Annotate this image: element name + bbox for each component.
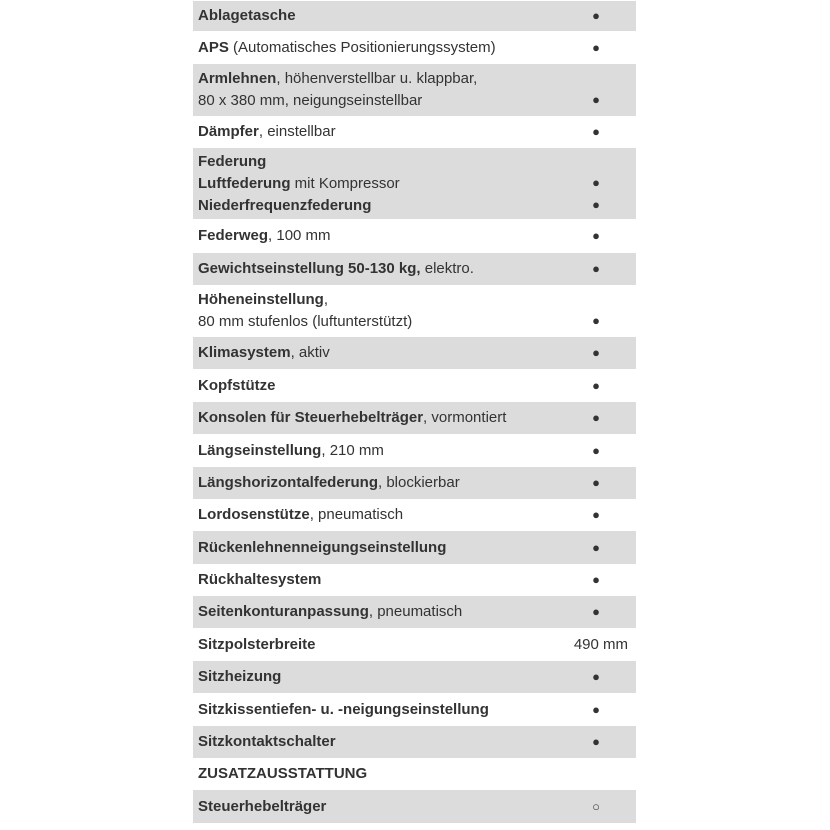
table-row [193,596,636,628]
row-label [198,289,564,333]
row-label [198,504,564,526]
table-row [193,219,636,253]
bullet-icon: ● [592,701,600,717]
feature-name: APS [198,38,229,56]
feature-detail: , pneumatisch [368,603,463,620]
feature-name: Sitzkontaktschalter [198,733,336,750]
feature-name: Höheneinstellung [198,291,324,308]
table-row [193,369,636,402]
feature-detail: , vormontiert [423,409,507,426]
row-label [198,601,564,623]
feature-name: Luftfederung [198,174,291,192]
feature-name: Niederfrequenzfederung [198,196,372,214]
feature-detail: , einstellbar [258,123,336,140]
bullet-icon: ● [592,572,600,587]
feature-name: Lordosenstütze [198,506,310,523]
table-row [193,1,636,31]
feature-name: Längshorizontalfederung [198,474,378,491]
row-label [198,375,564,397]
availability-marks [564,172,628,219]
feature-detail: , blockierbar [378,474,460,491]
feature-name: Steuerhebelträger [198,797,327,815]
table-row [193,499,636,531]
bullet-icon: ● [592,377,600,393]
row-label [198,699,564,721]
feature-name: Klimasystem [198,344,291,361]
row-label [198,537,564,559]
feature-name: Sitzheizung [198,668,282,685]
row-label [198,731,564,753]
row-label [198,37,564,59]
feature-name: Kopfstütze [198,376,276,394]
bullet-icon: ● [592,175,600,190]
feature-name: Dämpfer [198,123,259,140]
bullet-icon: ● [592,507,600,522]
row-label [198,763,564,785]
row-label [198,407,564,429]
bullet-icon: ● [592,197,600,212]
feature-detail: , 210 mm [321,441,384,459]
bullet-icon: ● [592,8,600,23]
row-label [198,68,564,112]
row-label [198,472,564,494]
row-label [198,569,564,591]
table-row [193,285,636,337]
bullet-icon: ● [592,475,600,490]
table-row [193,628,636,661]
table-row [193,661,636,693]
table-row [193,564,636,596]
bullet-icon: ● [592,228,600,243]
table-row [193,116,636,148]
table-row [193,148,636,219]
feature-detail: , pneumatisch [309,506,404,523]
feature-detail: (Automatisches Positionierungssystem) [228,38,496,56]
feature-detail: elektro. [420,260,474,277]
feature-name: Armlehnen [198,70,277,87]
bullet-icon: ● [592,261,600,276]
row-label [198,634,548,656]
row-label [198,121,564,143]
feature-name: ZUSATZAUSSTATTUNG [198,765,368,782]
row-label [198,225,564,247]
bullet-icon: ● [592,39,600,55]
feature-name: Ablagetasche [198,7,296,24]
feature-detail: 80 mm stufenlos (luftunterstützt) [198,313,413,330]
feature-name: Konsolen für Steuerhebelträger [198,409,424,426]
row-label [198,151,564,217]
table-row [193,64,636,116]
row-label [198,5,564,27]
table-row [193,402,636,434]
feature-name: Rückhaltesystem [198,571,322,588]
feature-detail: , 100 mm [268,227,331,244]
feature-detail: mit Kompressor [290,174,400,192]
feature-name: Längseinstellung [198,441,322,459]
table-row [193,693,636,726]
row-label [198,440,564,462]
bullet-icon: ● [592,442,600,458]
bullet-icon: ● [592,124,600,139]
optional-circle-icon: ○ [592,798,600,814]
bullet-icon: ● [592,345,600,360]
row-label [198,796,564,818]
feature-value: 490 mm [573,635,628,653]
bullet-icon: ● [592,539,600,555]
feature-detail: , [323,291,329,308]
feature-name: Sitzkissentiefen- u. -neigungseinstellung [198,700,489,718]
feature-name: Sitzpolsterbreite [198,635,316,653]
bullet-icon: ● [592,410,600,425]
feature-name: Gewichtseinstellung 50-130 kg, [198,260,421,277]
feature-detail: 80 x 380 mm, neigungseinstellbar [198,92,423,109]
bullet-icon: ● [592,92,600,107]
table-row [193,253,636,285]
table-row [193,758,636,790]
table-row [193,531,636,564]
row-label [198,342,564,364]
feature-name: Federung [198,152,267,170]
bullet-icon: ● [592,734,600,749]
table-row [193,790,636,823]
row-label [198,666,564,688]
feature-name: Rückenlehnenneigungseinstellung [198,538,447,556]
bullet-icon: ● [592,604,600,619]
feature-name: Federweg [198,227,269,244]
table-row [193,337,636,369]
feature-name: Seitenkonturanpassung [198,603,369,620]
bullet-icon: ● [592,669,600,684]
bullet-icon: ● [592,313,600,328]
table-row [193,726,636,758]
row-label [198,258,564,280]
feature-detail: , höhenverstellbar u. klappbar, [276,70,478,87]
table-row [193,467,636,499]
table-row [193,434,636,467]
spec-table [193,1,636,823]
table-row [193,31,636,64]
feature-detail: , aktiv [290,344,330,361]
